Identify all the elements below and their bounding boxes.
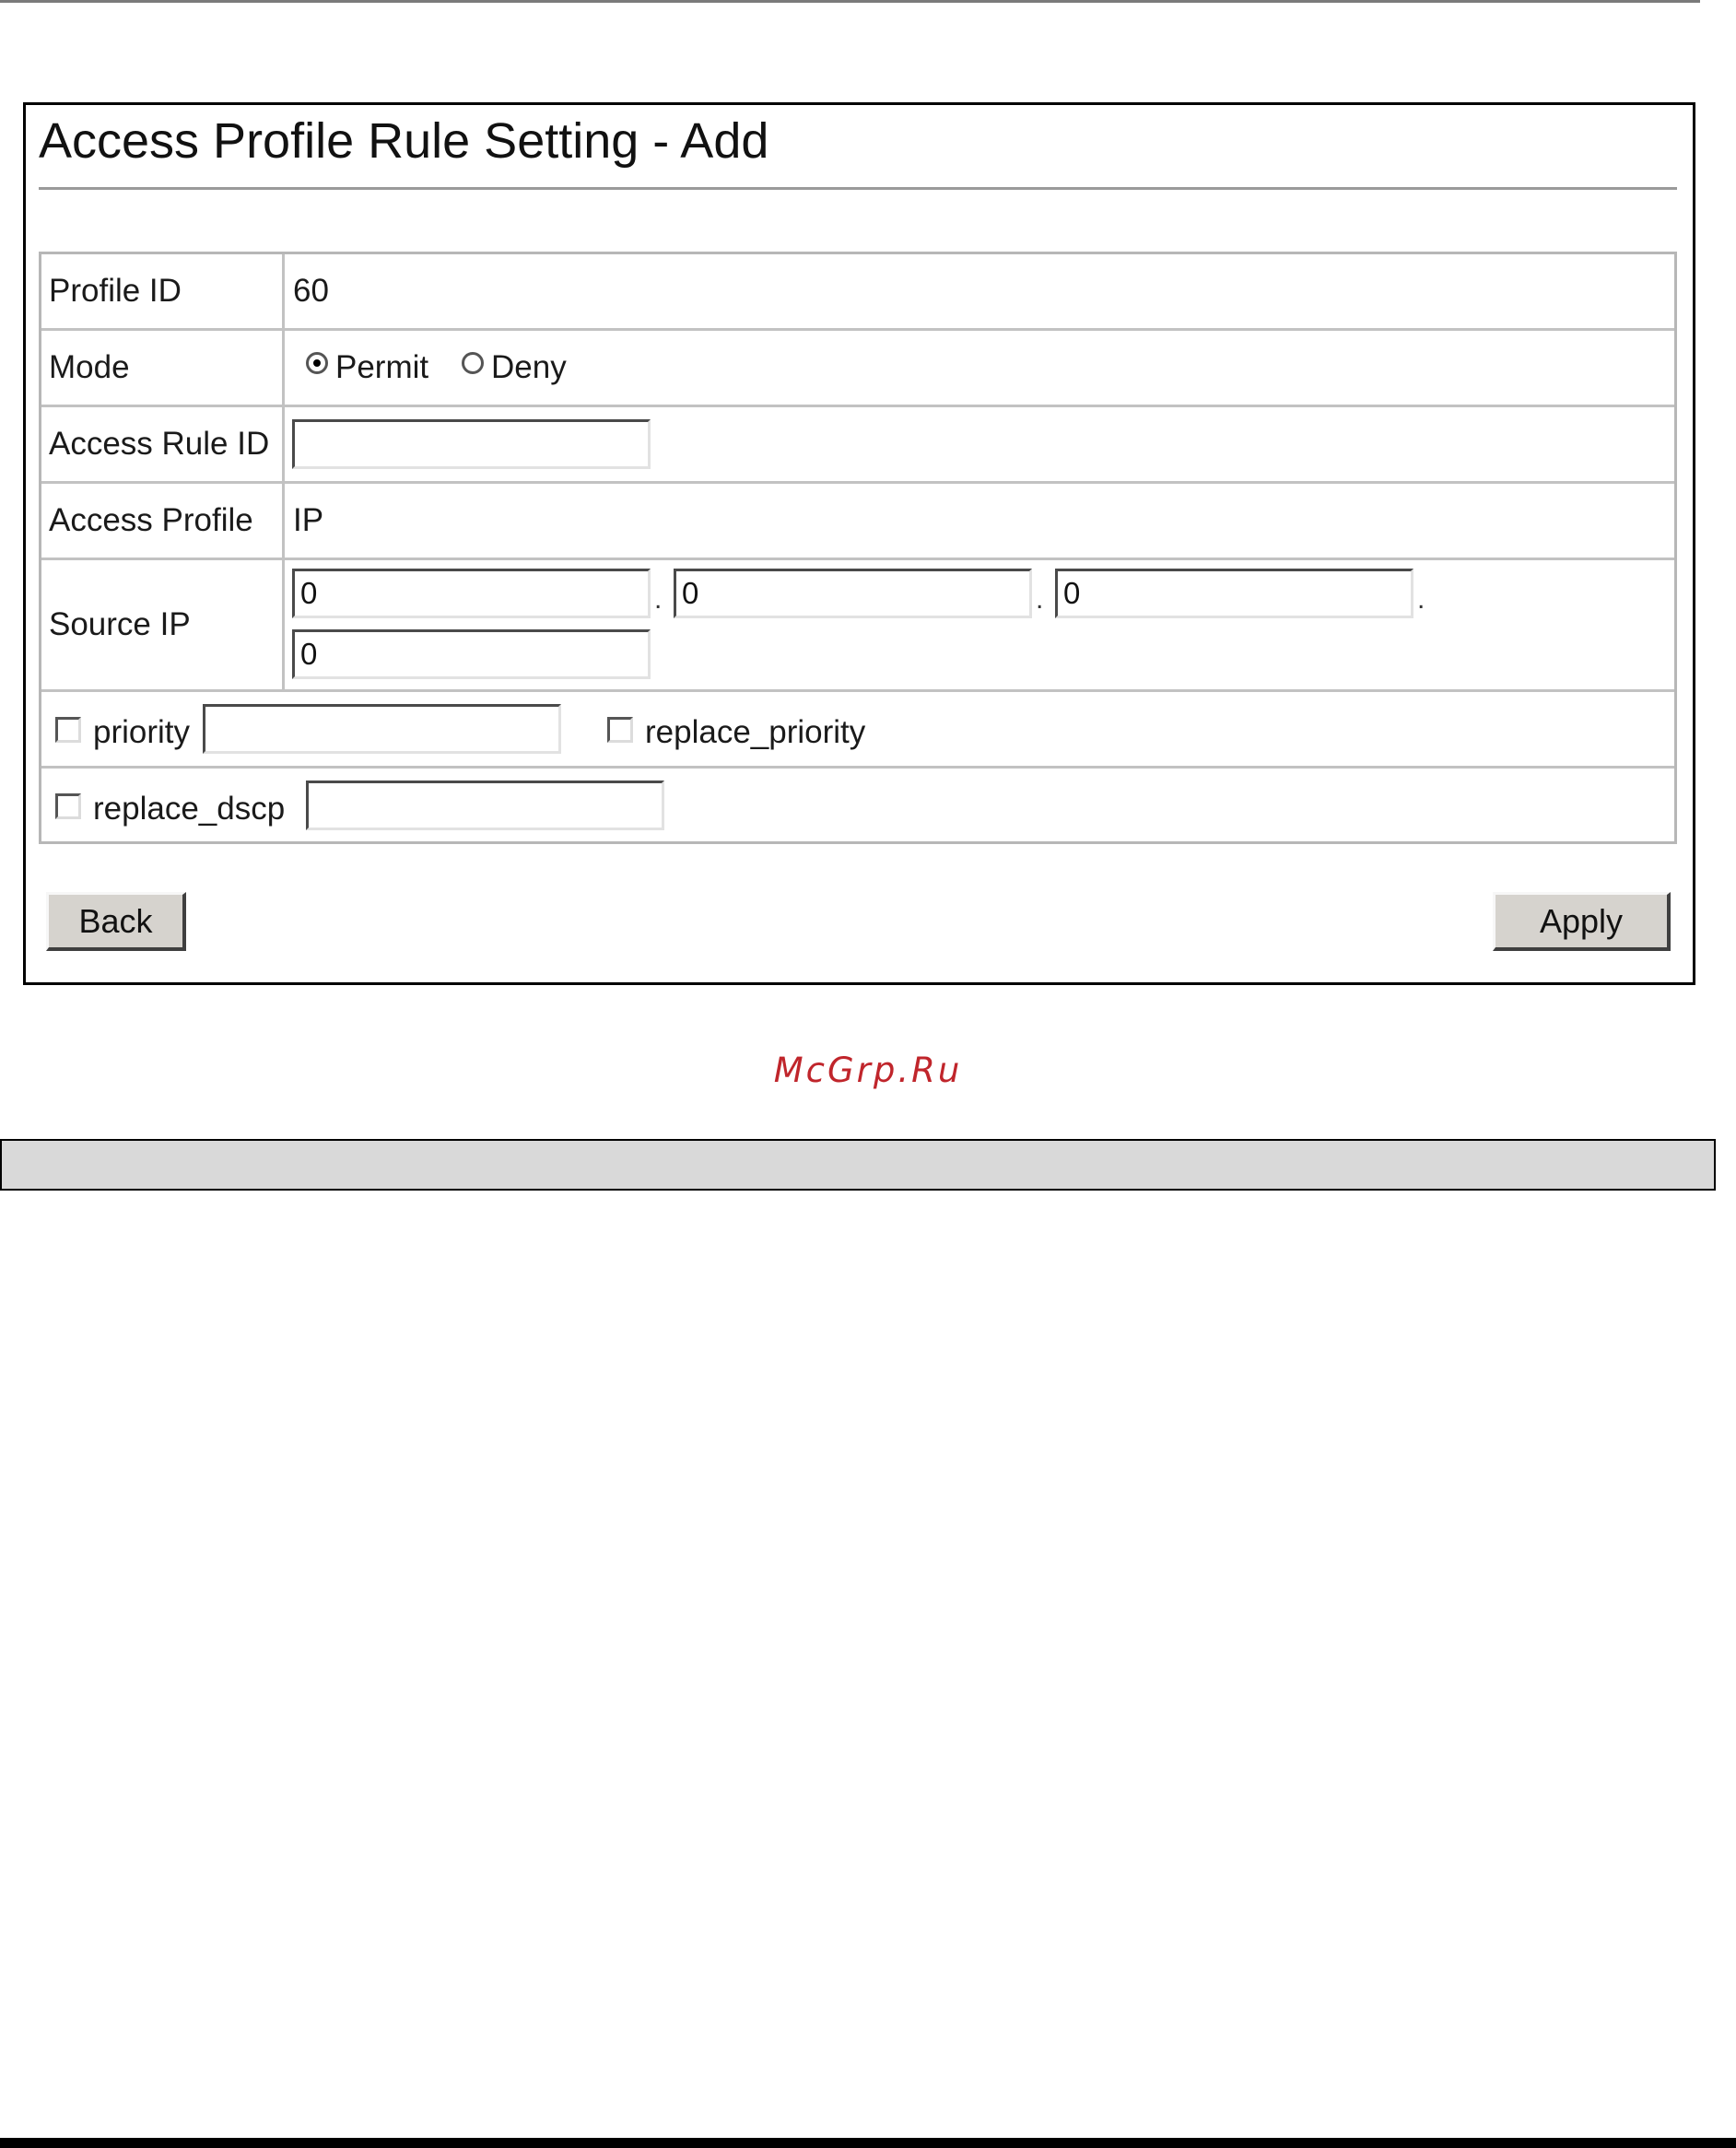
- page-title: Access Profile Rule Setting - Add: [39, 113, 769, 169]
- mode-label: Mode: [41, 331, 285, 405]
- source-ip-octet-3[interactable]: 0: [1055, 569, 1413, 618]
- ip-separator: .: [1036, 584, 1044, 615]
- page-footer-rule: [0, 2138, 1736, 2148]
- source-ip-label: Source IP: [41, 560, 285, 689]
- row-mode: [41, 331, 1674, 407]
- watermark-text: McGrp.Ru: [773, 1051, 963, 1090]
- deny-radio[interactable]: [462, 352, 484, 374]
- row-priority: [41, 692, 1674, 769]
- permit-radio[interactable]: [306, 352, 328, 374]
- replace-priority-checkbox[interactable]: [607, 717, 633, 743]
- row-profile-id: [41, 254, 1674, 331]
- source-ip-octet-4[interactable]: 0: [292, 629, 651, 679]
- section-bar: [0, 1139, 1716, 1191]
- source-ip-octet-2[interactable]: 0: [674, 569, 1032, 618]
- ip-separator: .: [654, 584, 663, 615]
- priority-checkbox[interactable]: [55, 717, 81, 743]
- rule-settings-table: [39, 252, 1677, 844]
- priority-label: priority: [93, 714, 191, 750]
- profile-id-value: 60: [293, 273, 329, 309]
- source-ip-octet-1[interactable]: 0: [292, 569, 651, 618]
- replace-priority-label: replace_priority: [645, 714, 866, 750]
- ip-separator: .: [1417, 584, 1425, 615]
- back-button[interactable]: Back: [46, 892, 186, 951]
- deny-radio-label[interactable]: Deny: [491, 349, 567, 385]
- priority-input[interactable]: [203, 704, 561, 754]
- top-rule: [0, 0, 1700, 3]
- access-profile-value: IP: [293, 502, 324, 538]
- row-replace-dscp: [41, 769, 1674, 841]
- access-rule-id-input[interactable]: [292, 419, 651, 469]
- replace-dscp-checkbox[interactable]: [55, 793, 81, 819]
- access-profile-label: Access Profile: [41, 484, 285, 558]
- profile-id-label: Profile ID: [41, 254, 285, 328]
- replace-dscp-input[interactable]: [306, 781, 664, 830]
- access-rule-id-label: Access Rule ID: [41, 407, 285, 481]
- row-source-ip: [41, 560, 1674, 692]
- replace-dscp-label: replace_dscp: [93, 791, 286, 827]
- title-divider: [39, 187, 1677, 190]
- apply-button[interactable]: Apply: [1493, 892, 1671, 951]
- row-access-rule-id: [41, 407, 1674, 484]
- row-access-profile: [41, 484, 1674, 560]
- permit-radio-label[interactable]: Permit: [335, 349, 429, 385]
